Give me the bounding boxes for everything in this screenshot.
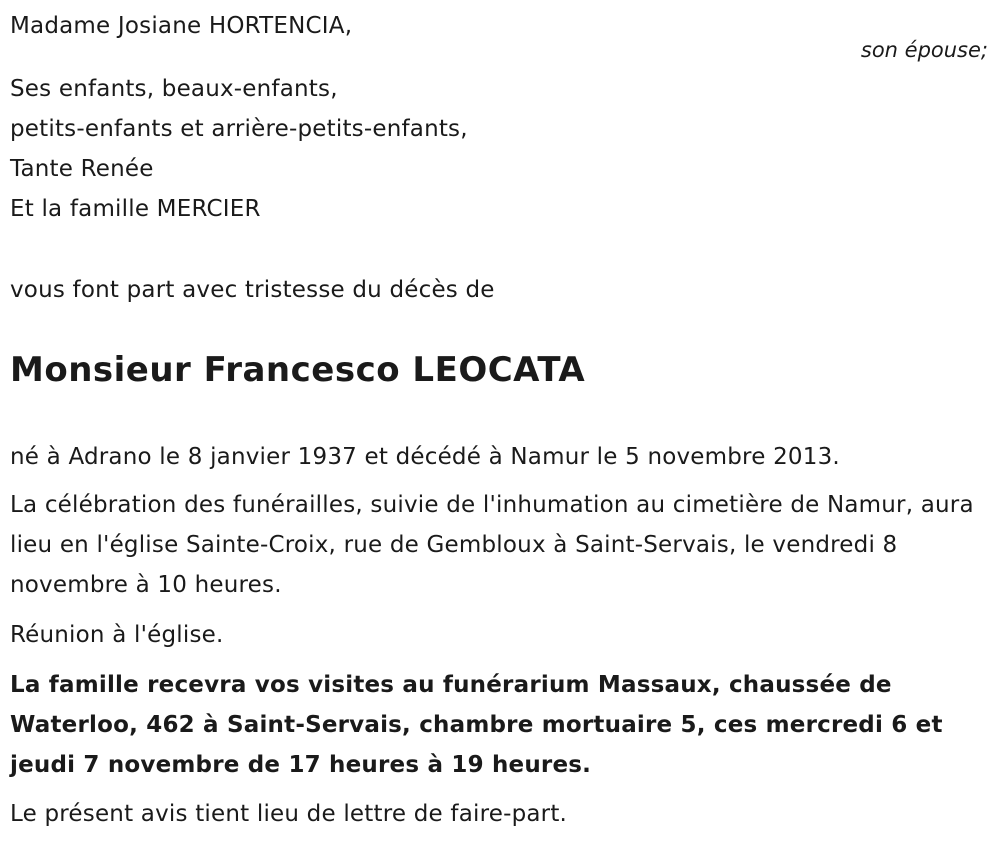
meeting-info: Réunion à l'église. [10,622,224,648]
notice-info: Le présent avis tient lieu de lettre de faire-part. [10,801,568,827]
widow-name: Madame Josiane HORTENCIA, [10,13,353,39]
visits-info: La famille recevra vos visites au funérarium Massaux, chaussée de Waterloo, 462 à Saint-Servais, chambre mortuaire 5, ces mercredi 6 et jeudi 7 novembre de 17 heures à 19 heures. [10,672,943,778]
funeral-info: La célébration des funérailles, suivie de l'inhumation au cimetière de Namur, aura lieu en l'église Sainte-Croix, rue de Gembloux à Saint-Servais, le vendredi 8 novembre à 10 heures. [10,492,974,598]
announcement-text: vous font part avec tristesse du décès de [10,277,495,303]
family-line: Ses enfants, beaux-enfants, [10,76,338,102]
family-line: petits-enfants et arrière-petits-enfants, [10,116,468,142]
birth-death-info: né à Adrano le 8 janvier 1937 et décédé à Namur le 5 novembre 2013. [10,444,840,470]
deceased-name: Monsieur Francesco LEOCATA [10,350,586,390]
family-line: Tante Renée [10,156,154,182]
widow-relation: son épouse; [860,38,988,62]
family-line: Et la famille MERCIER [10,196,261,222]
